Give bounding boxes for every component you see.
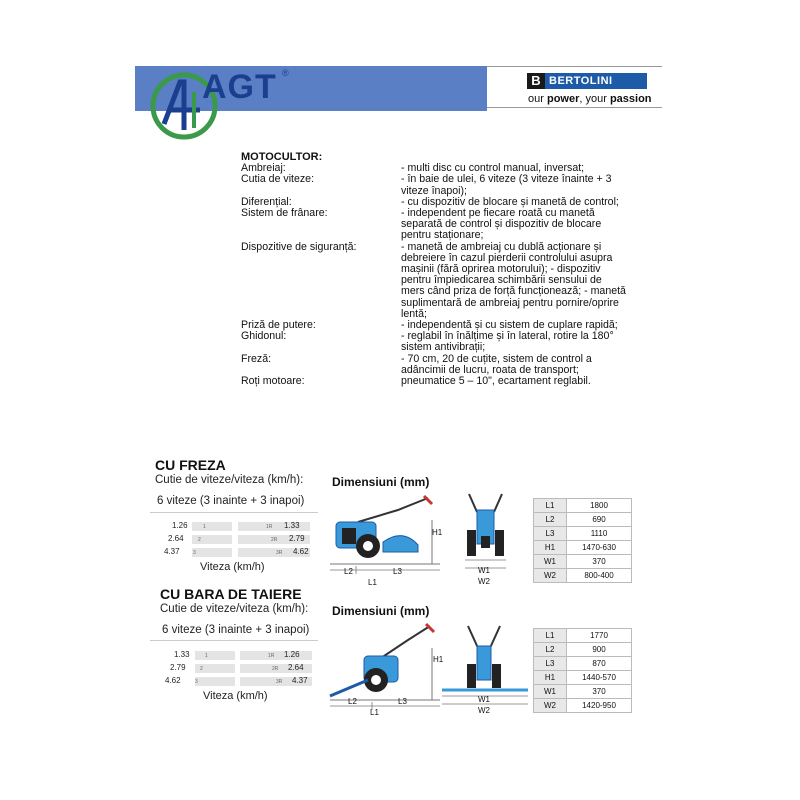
speed-value: 1.33 xyxy=(174,650,190,659)
dim-label: W2 xyxy=(478,577,490,586)
divider xyxy=(150,512,318,513)
gear-bar xyxy=(240,651,312,660)
table-row xyxy=(534,513,632,527)
spec-row xyxy=(241,354,631,376)
gear-number: 3R xyxy=(276,550,283,556)
spec-value: - în baie de ulei, 6 viteze (3 viteze înainte + 3 viteze înapoi); xyxy=(401,173,612,197)
speed-value: 2.64 xyxy=(168,534,184,543)
speed-axis-label: Viteza (km/h) xyxy=(200,561,265,573)
dim-key: L1 xyxy=(534,629,567,643)
gear-number: 1R xyxy=(266,524,273,530)
dim-key: L2 xyxy=(534,513,567,527)
spec-value: - reglabil în înălțime și în lateral, rotire la 180° sistem antivibrații; xyxy=(401,330,614,354)
bertolini-logo-icon: B xyxy=(527,73,545,89)
table-row xyxy=(534,685,632,699)
dim-key: W1 xyxy=(534,685,567,699)
dim-key: W1 xyxy=(534,555,567,569)
table-row xyxy=(534,555,632,569)
speed-value: 2.64 xyxy=(288,663,304,672)
spec-value: - manetă de ambreiaj cu dublă acționare și debreiere în cazul pierderii controlului asupra mașinii (fără oprirea motorului); - dispozitiv pentru împiedicarea schimbării sensului de mers când priza de forță funcționează; - manetă suplimentară de ambreiaj pentru pornire/oprire lentă; xyxy=(401,240,626,320)
dim-value: 370 xyxy=(567,555,632,569)
gear-number: 3 xyxy=(195,679,198,685)
registered-mark: ® xyxy=(282,68,289,78)
gear-number: 2R xyxy=(272,666,279,672)
dim-value: 1800 xyxy=(567,499,632,513)
brand-bertolini: BERTOLINI xyxy=(545,73,647,89)
spec-label: Cutia de viteze: xyxy=(241,173,315,186)
spec-value: pneumatice 5 – 10", ecartament reglabil. xyxy=(401,375,591,388)
dimensions-table xyxy=(533,628,632,713)
dim-label: H1 xyxy=(432,528,443,537)
spec-row xyxy=(241,242,631,320)
spec-section xyxy=(241,152,631,387)
spec-value: - cu dispozitiv de blocare și manetă de control; xyxy=(401,195,619,208)
dim-value: 870 xyxy=(567,657,632,671)
dim-value: 370 xyxy=(567,685,632,699)
header-divider xyxy=(487,107,662,108)
dimensions-title: Dimensiuni (mm) xyxy=(332,475,430,489)
spec-label: Ambreiaj: xyxy=(241,162,286,175)
spec-label: Sistem de frânare: xyxy=(241,207,328,220)
speed-value: 1.26 xyxy=(284,650,300,659)
dim-label: L2 xyxy=(344,567,353,576)
gear-bar xyxy=(195,677,235,686)
gear-number: 1R xyxy=(268,653,275,659)
gear-number: 2R xyxy=(271,537,278,543)
freza-title: CU FREZA xyxy=(155,457,226,473)
spec-label: Diferențial: xyxy=(241,195,292,208)
gear-number: 3R xyxy=(276,679,283,685)
table-row xyxy=(534,541,632,555)
spec-row xyxy=(241,376,631,387)
freza-subtitle: Cutie de viteze/viteza (km/h): xyxy=(155,474,304,486)
dim-value: 1470-630 xyxy=(567,541,632,555)
spec-label: Roți motoare: xyxy=(241,375,305,388)
dim-value: 1110 xyxy=(567,527,632,541)
spec-row xyxy=(241,174,631,196)
dim-value: 1440-570 xyxy=(567,671,632,685)
gear-number: 2 xyxy=(198,537,201,543)
table-row xyxy=(534,699,632,713)
dim-label: L1 xyxy=(368,578,377,587)
dim-label: W1 xyxy=(478,566,490,575)
table-row xyxy=(534,569,632,583)
spec-title: MOTOCULTOR: xyxy=(241,151,323,163)
gear-number: 2 xyxy=(200,666,203,672)
dim-key: H1 xyxy=(534,541,567,555)
dim-value: 1770 xyxy=(567,629,632,643)
dim-label: L3 xyxy=(393,567,402,576)
bara-title: CU BARA DE TAIERE xyxy=(160,586,302,602)
dim-key: H1 xyxy=(534,671,567,685)
spec-label: Priză de putere: xyxy=(241,319,316,332)
spec-value: - independentă și cu sistem de cuplare rapidă; xyxy=(401,319,618,332)
spec-row xyxy=(241,208,631,242)
divider xyxy=(150,640,318,641)
table-row xyxy=(534,657,632,671)
tiller-front-drawing-icon xyxy=(463,490,508,570)
gear-number: 1 xyxy=(203,524,206,530)
dim-key: L3 xyxy=(534,527,567,541)
bara-gears: 6 viteze (3 inainte + 3 inapoi) xyxy=(162,624,310,636)
gear-bar xyxy=(192,522,232,531)
spec-value: - independent pe fiecare roată cu manetă separată de control și dispozitiv de blocare pentru staționare; xyxy=(401,207,602,242)
dim-key: W2 xyxy=(534,569,567,583)
spec-label: Ghidonul: xyxy=(241,330,287,343)
table-row xyxy=(534,629,632,643)
dim-label: L1 xyxy=(370,708,379,717)
bara-subtitle: Cutie de viteze/viteza (km/h): xyxy=(160,603,309,615)
speed-value: 1.26 xyxy=(172,521,188,530)
dim-key: L3 xyxy=(534,657,567,671)
spec-value: - multi disc cu control manual, inversat; xyxy=(401,162,585,175)
dim-key: W2 xyxy=(534,699,567,713)
dim-label: H1 xyxy=(433,655,444,664)
brand-agt: AGT xyxy=(202,68,277,106)
speed-axis-label: Viteza (km/h) xyxy=(203,690,268,702)
table-row xyxy=(534,499,632,513)
speed-value: 1.33 xyxy=(284,521,300,530)
gear-bar xyxy=(195,651,235,660)
speed-value: 4.37 xyxy=(164,547,180,556)
spec-value: - 70 cm, 20 de cuțite, sistem de control a adâncimii de lucru, roata de transport; xyxy=(401,352,592,376)
table-row xyxy=(534,527,632,541)
dimensions-title: Dimensiuni (mm) xyxy=(332,604,430,618)
speed-value: 4.62 xyxy=(293,547,309,556)
dim-key: L2 xyxy=(534,643,567,657)
dim-value: 800-400 xyxy=(567,569,632,583)
dim-label: W2 xyxy=(478,706,490,715)
table-row xyxy=(534,671,632,685)
dim-value: 1420-950 xyxy=(567,699,632,713)
dim-value: 690 xyxy=(567,513,632,527)
spec-label: Freză: xyxy=(241,352,272,365)
gear-number: 3 xyxy=(193,550,196,556)
header-divider xyxy=(487,66,662,67)
gear-number: 1 xyxy=(205,653,208,659)
mower-side-drawing-icon xyxy=(328,620,443,715)
speed-value: 2.79 xyxy=(170,663,186,672)
tagline: our power, your passion xyxy=(528,93,652,105)
dim-key: L1 xyxy=(534,499,567,513)
dim-label: W1 xyxy=(478,695,490,704)
dimensions-table xyxy=(533,498,632,583)
dim-label: L3 xyxy=(398,697,407,706)
speed-value: 4.62 xyxy=(165,676,181,685)
dim-label: L2 xyxy=(348,697,357,706)
speed-value: 2.79 xyxy=(289,534,305,543)
gear-bar xyxy=(192,548,232,557)
spec-label: Dispozitive de siguranță: xyxy=(241,240,357,253)
dim-value: 900 xyxy=(567,643,632,657)
freza-gears: 6 viteze (3 inainte + 3 inapoi) xyxy=(157,495,305,507)
table-row xyxy=(534,643,632,657)
spec-row xyxy=(241,331,631,353)
speed-value: 4.37 xyxy=(292,676,308,685)
